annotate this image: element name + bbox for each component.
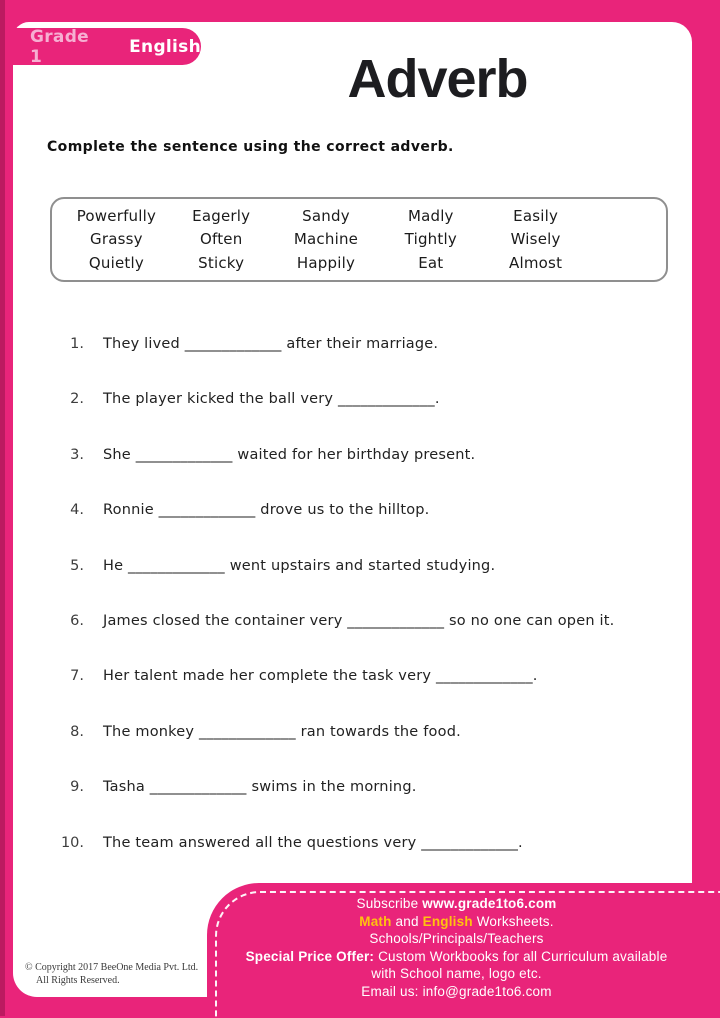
question-text: Tasha _____________ swims in the morning. — [103, 779, 417, 796]
question-text: Ronnie _____________ drove us to the hilltop. — [103, 502, 430, 519]
wordbank-word: Powerfully — [76, 206, 157, 225]
question-row — [60, 832, 690, 887]
footer-subjects-line — [207, 913, 706, 931]
wordbank-word: Easily — [513, 206, 559, 225]
question-row — [60, 333, 690, 388]
english-label: English — [422, 913, 473, 929]
question-text: James closed the container very _____________ so no one can open it. — [103, 612, 615, 629]
question-number: 5. — [70, 557, 84, 574]
wordbank-word: Eat — [418, 254, 444, 273]
question-row — [60, 665, 690, 720]
page-border-shade — [0, 0, 5, 1016]
wordbank-word: Machine — [293, 230, 359, 249]
footer-subscribe-line — [207, 895, 706, 913]
footer-offer-line2: with School name, logo etc. — [371, 966, 542, 982]
question-number: 10. — [60, 834, 84, 851]
question-row — [60, 444, 690, 499]
question-number: 2. — [70, 391, 84, 408]
question-number: 7. — [70, 668, 84, 685]
question-row — [60, 388, 690, 443]
math-label: Math — [359, 913, 392, 929]
question-text: Her talent made her complete the task very _____________. — [103, 668, 538, 685]
question-text: They lived _____________ after their marriage. — [103, 336, 439, 352]
question-row — [60, 499, 690, 554]
question-number: 1. — [70, 336, 84, 352]
offer-text: Custom Workbooks for all Curriculum available — [378, 948, 668, 964]
copyright-notice — [25, 961, 198, 987]
offer-label: Special Price Offer: — [245, 948, 375, 964]
wordbank-word: Grassy — [90, 230, 143, 249]
footer-email-line: Email us: info@grade1to6.com — [361, 983, 552, 999]
wordbank-word: Almost — [509, 254, 563, 273]
wordbank-word: Sandy — [302, 206, 350, 225]
footer-banner — [207, 883, 720, 1016]
wordbank-word: Eagerly — [192, 206, 251, 225]
wordbank-word: Sticky — [198, 254, 245, 273]
and-label: and — [395, 913, 419, 929]
worksheets-label: Worksheets. — [476, 913, 554, 929]
site-url: www.grade1to6.com — [422, 896, 557, 911]
copyright-line1: © Copyright 2017 BeeOne Media Pvt. Ltd. — [25, 962, 199, 973]
question-row — [60, 610, 690, 665]
question-row — [60, 555, 690, 610]
question-number: 9. — [70, 779, 84, 796]
question-number: 6. — [70, 612, 84, 629]
subject-label: English — [129, 36, 201, 57]
word-bank-box — [50, 197, 668, 282]
footer-audience-line: Schools/Principals/Teachers — [369, 931, 544, 947]
wordbank-word: Wisely — [510, 230, 561, 249]
footer-content — [207, 895, 706, 1001]
page-title: Adverb — [347, 49, 528, 109]
grade-label: Grade 1 — [30, 26, 90, 67]
copyright-line2: All Rights Reserved. — [36, 975, 120, 986]
question-number: 3. — [70, 446, 84, 463]
question-row — [60, 776, 690, 831]
question-text: The team answered all the questions very _____________. — [103, 834, 523, 851]
wordbank-word: Madly — [407, 206, 454, 225]
wordbank-word: Happily — [296, 254, 356, 273]
question-text: The monkey _____________ ran towards the food. — [103, 723, 461, 740]
wordbank-word: Tightly — [404, 230, 457, 249]
wordbank-word: Often — [199, 230, 243, 249]
instruction-text: Complete the sentence using the correct adverb. — [47, 139, 454, 155]
question-number: 4. — [70, 502, 84, 519]
wordbank-word: Quietly — [88, 254, 144, 273]
footer-offer-line — [207, 948, 706, 966]
subscribe-label: Subscribe — [356, 896, 419, 911]
question-list — [60, 333, 690, 887]
question-text: She _____________ waited for her birthday present. — [103, 446, 476, 463]
question-row — [60, 721, 690, 776]
question-text: The player kicked the ball very _____________. — [103, 391, 440, 408]
question-text: He _____________ went upstairs and started studying. — [103, 557, 496, 574]
question-number: 8. — [70, 723, 84, 740]
